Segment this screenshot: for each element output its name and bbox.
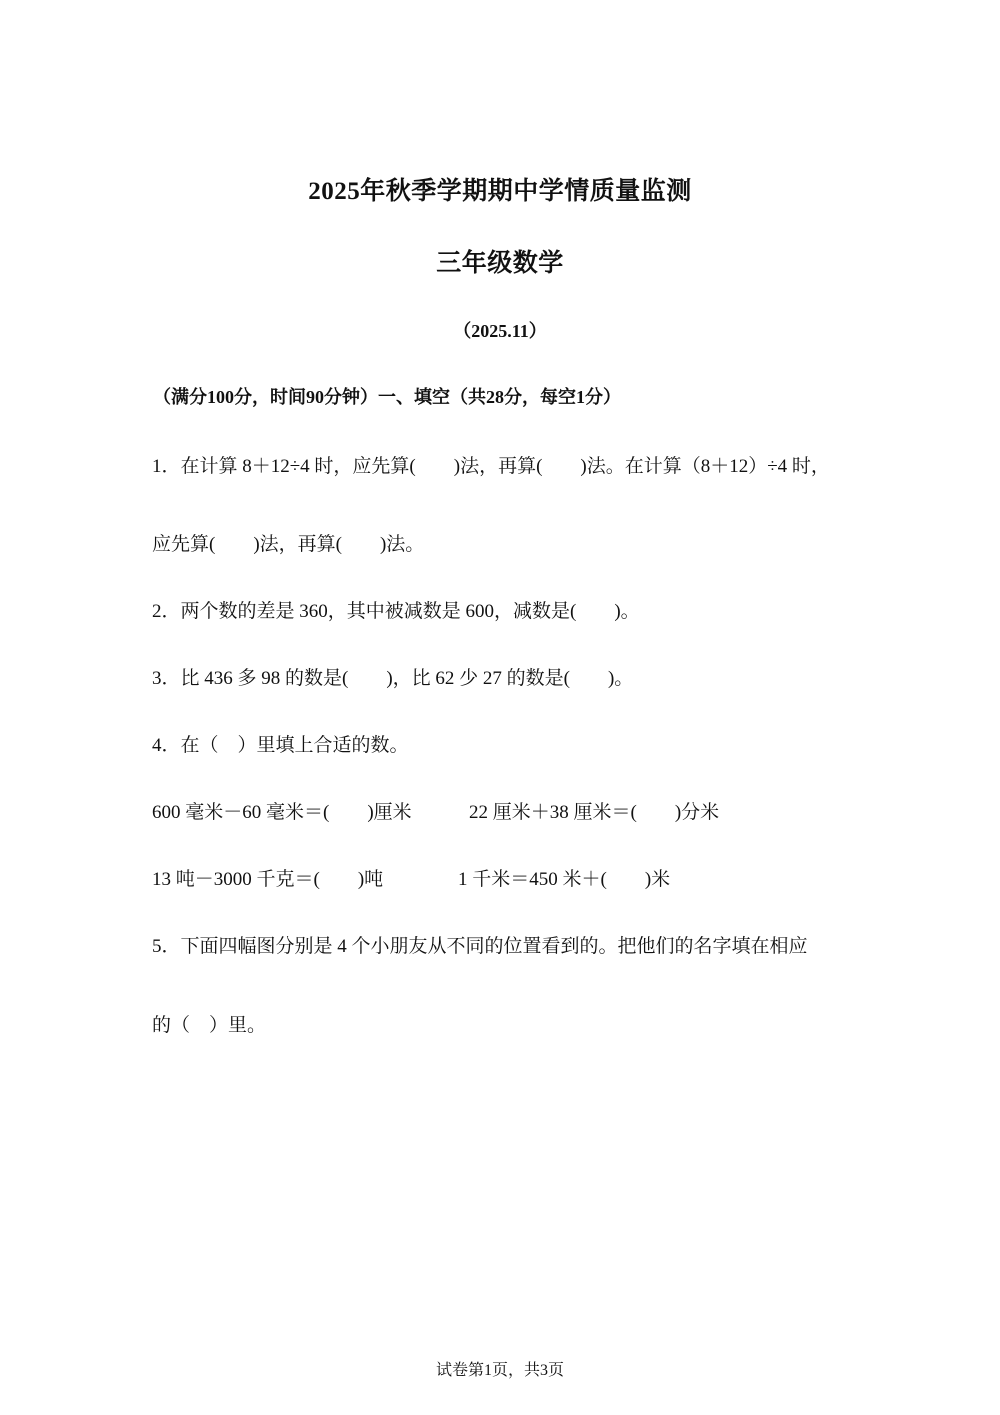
question-1-line-2: 应先算( )法，再算( )法。: [152, 534, 425, 555]
question-4-item: 1 千米＝450 米＋( )米: [458, 869, 671, 890]
question-2: 2．两个数的差是 360，其中被减数是 600，减数是( )。: [152, 601, 640, 622]
question-1-line-1: 1．在计算 8＋12÷4 时，应先算( )法，再算( )法。在计算（8＋12）÷4 时，: [152, 456, 830, 477]
question-4: 4．在（ ）里填上合适的数。: [152, 735, 409, 756]
exam-date: （2025.11）: [453, 321, 547, 341]
section-heading: （满分100分，时间90分钟）一、填空（共28分，每空1分）: [153, 387, 621, 407]
question-4-item: 22 厘米＋38 厘米＝( )分米: [469, 802, 720, 823]
exam-title: 2025年秋季学期期中学情质量监测: [308, 178, 692, 205]
question-5-line-2: 的（ ）里。: [152, 1015, 267, 1036]
exam-subject: 三年级数学: [436, 250, 564, 277]
question-4-item: 600 毫米－60 毫米＝( )厘米: [152, 802, 412, 823]
question-5-line-1: 5．下面四幅图分别是 4 个小朋友从不同的位置看到的。把他们的名字填在相应: [152, 936, 808, 957]
question-3: 3．比 436 多 98 的数是( )，比 62 少 27 的数是( )。: [152, 668, 634, 689]
question-4-item: 13 吨－3000 千克＝( )吨: [152, 869, 384, 890]
page-footer: 试卷第1页，共3页: [435, 1362, 564, 1379]
